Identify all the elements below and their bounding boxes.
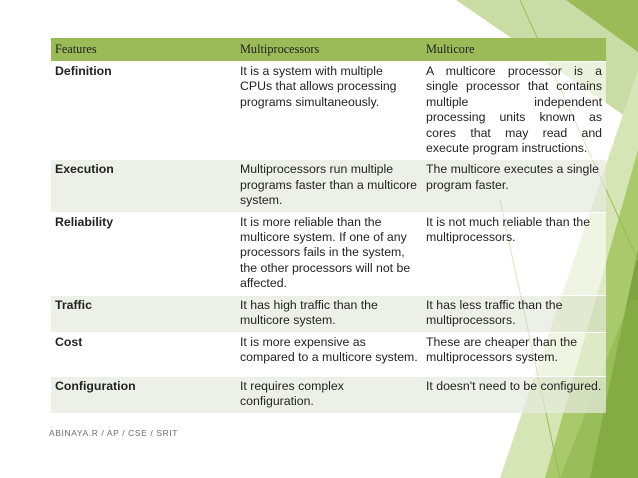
table-row [51,212,606,295]
header-features: Features [51,38,236,62]
multiprocessors-cell: It is a system with multiple CPUs that allows processing programs simultaneously. [236,62,422,160]
multicore-cell: It doesn't need to be configured. [422,376,606,412]
table-row [51,376,606,412]
multicore-cell: The multicore executes a single program faster. [422,160,606,212]
multicore-cell: A multicore processor is a single processor that contains multiple independent processing units known as cores that may read and execute program instructions. [422,62,606,160]
multiprocessors-cell: It has high traffic than the multicore system. [236,295,422,332]
table-row [51,295,606,332]
multiprocessors-cell: It is more reliable than the multicore system. If one of any processors fails in the system, the other processors will not be affected. [236,212,422,295]
multiprocessors-cell: It is more expensive as compared to a multicore system. [236,332,422,376]
table-row [51,62,606,160]
feature-cell: Traffic [51,295,236,332]
table-row [51,160,606,212]
multiprocessors-cell: Multiprocessors run multiple programs faster than a multicore system. [236,160,422,212]
feature-cell: Cost [51,332,236,376]
feature-cell: Reliability [51,212,236,295]
multicore-cell: These are cheaper than the multiprocessors system. [422,332,606,376]
header-multiprocessors: Multiprocessors [236,38,422,62]
slide-footer: ABINAYA.R / AP / CSE / SRIT [49,428,179,438]
multiprocessors-cell: It requires complex configuration. [236,376,422,412]
table-header-row [51,38,606,62]
header-multicore: Multicore [422,38,606,62]
multicore-cell: It is not much reliable than the multiprocessors. [422,212,606,295]
comparison-table [51,38,606,413]
feature-cell: Execution [51,160,236,212]
multicore-cell: It has less traffic than the multiprocessors. [422,295,606,332]
table-row [51,332,606,376]
feature-cell: Configuration [51,376,236,412]
feature-cell: Definition [51,62,236,160]
